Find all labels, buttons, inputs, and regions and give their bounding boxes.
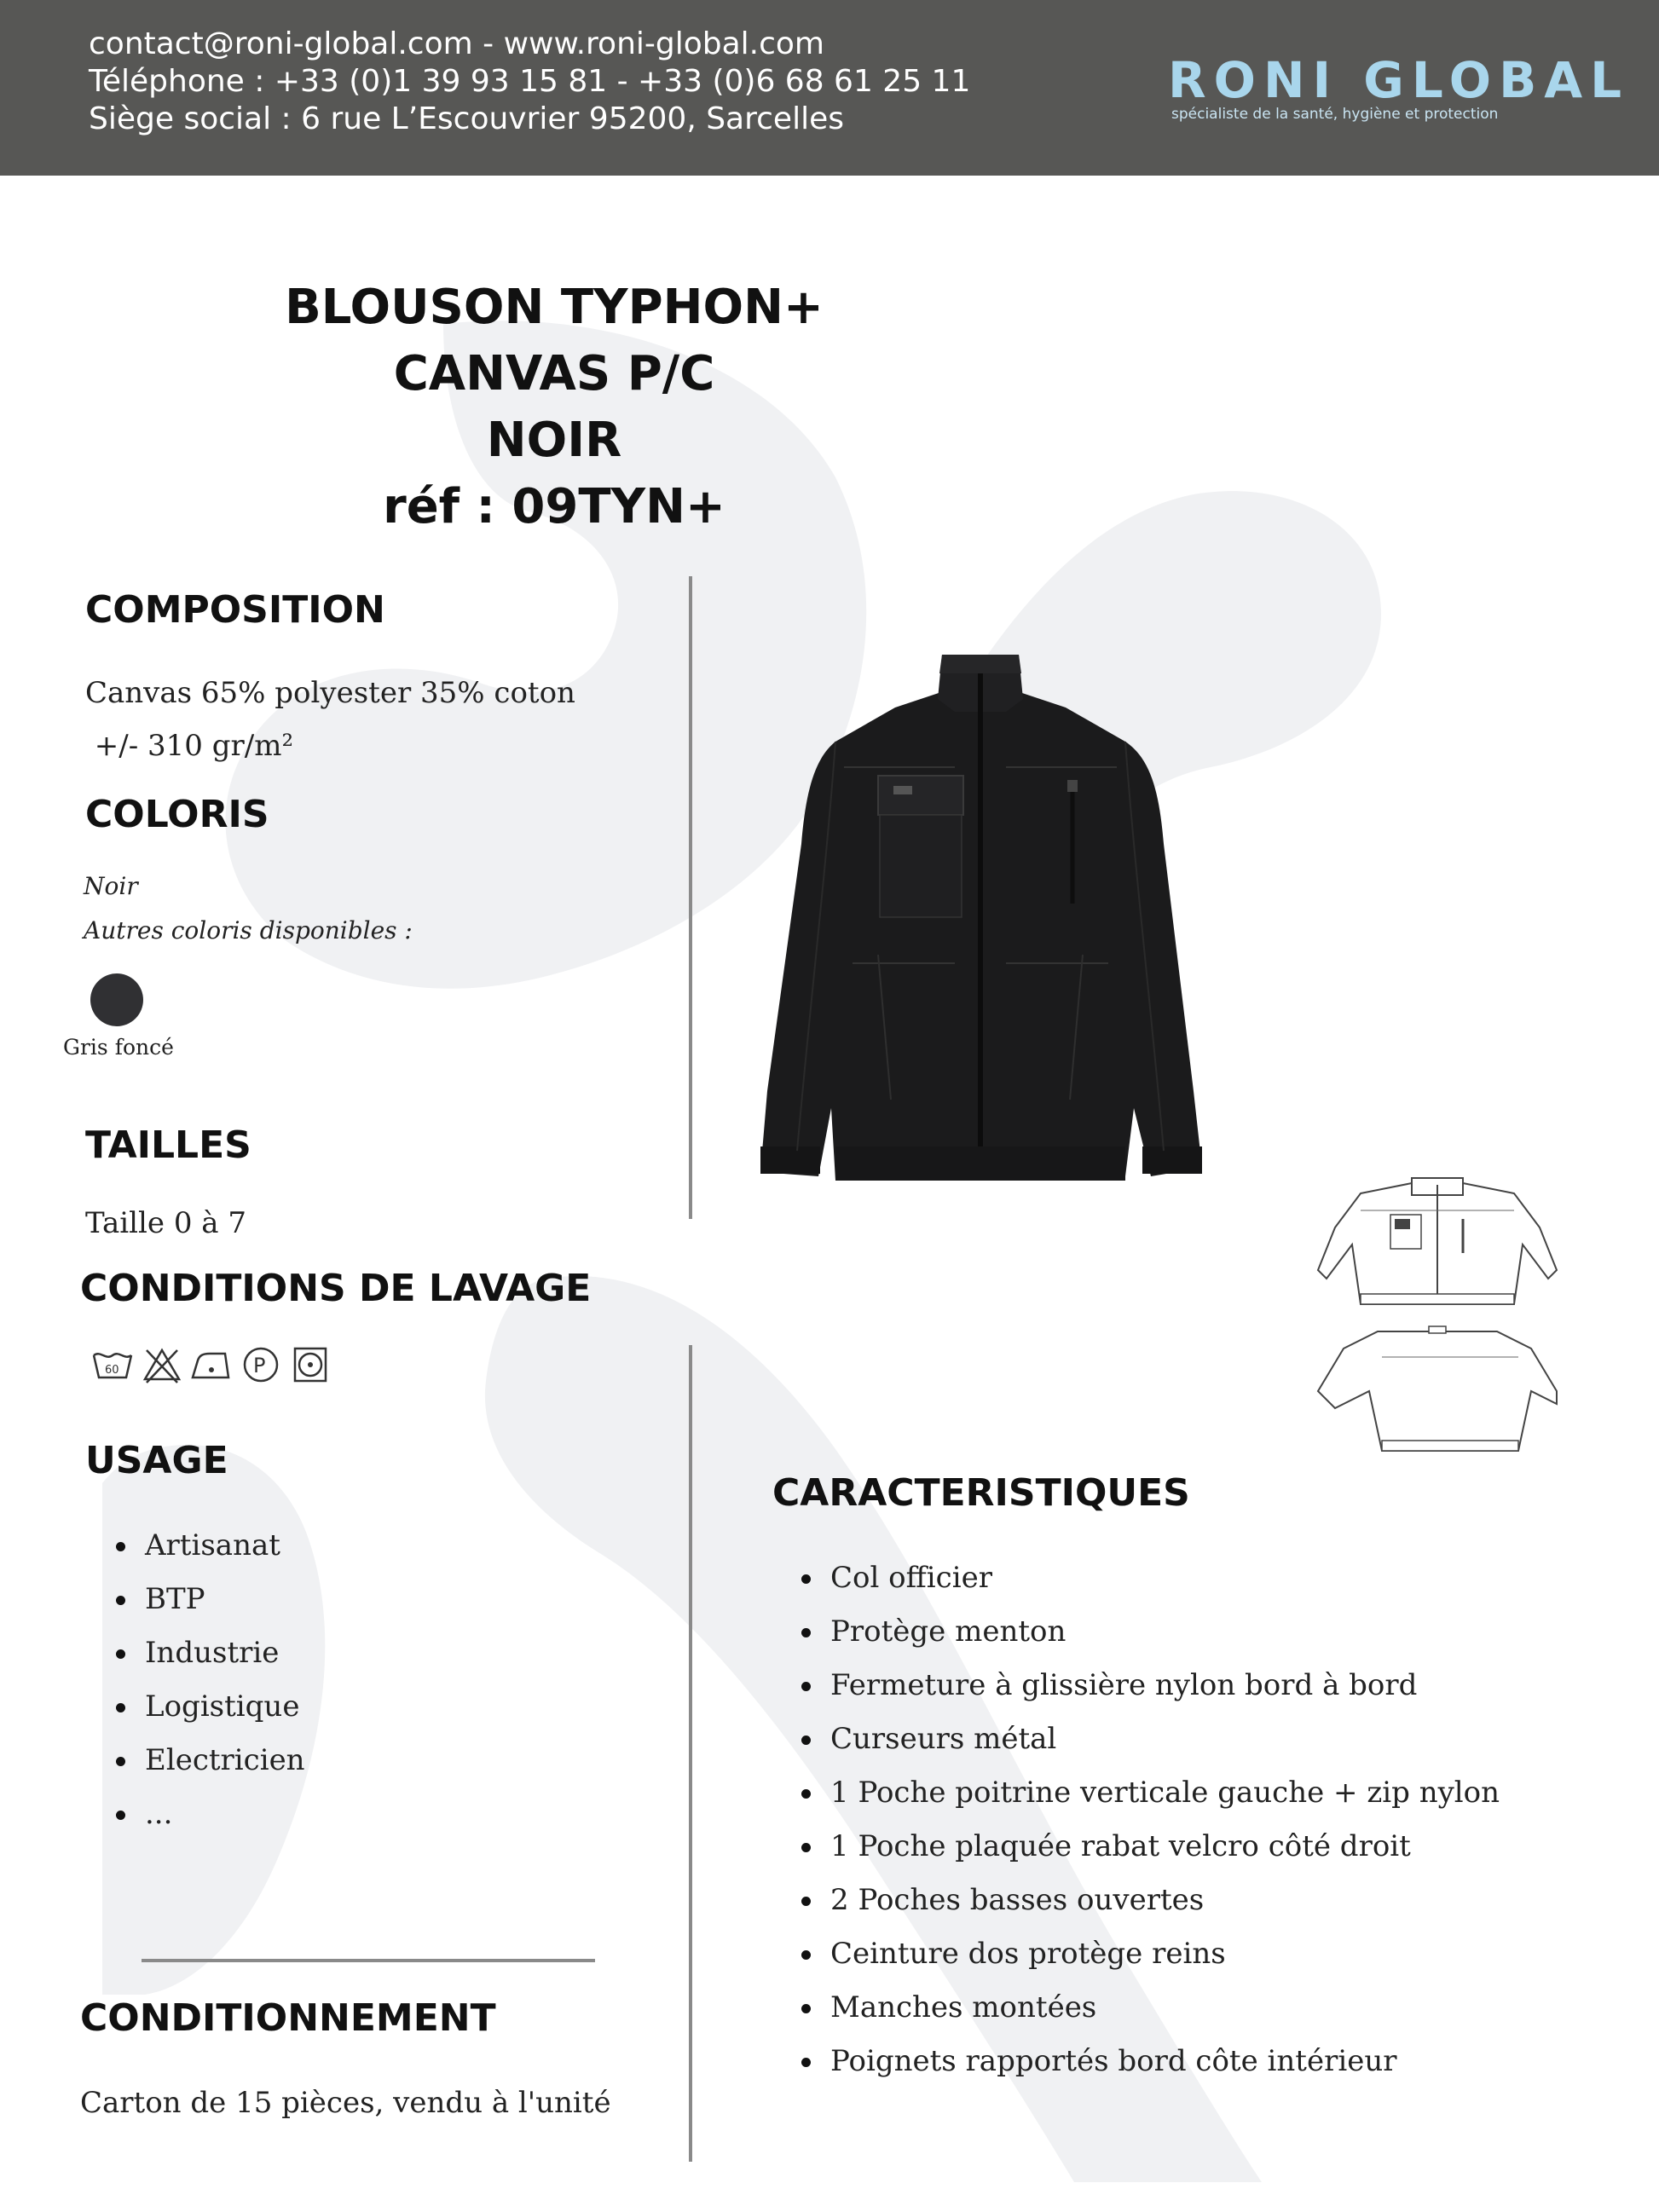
wash-60-icon xyxy=(90,1343,135,1386)
svg-text:P: P xyxy=(253,1354,266,1377)
composition-line: Canvas 65% polyester 35% coton xyxy=(85,676,575,710)
coloris-current: Noir xyxy=(84,872,138,900)
title-line: réf : 09TYN+ xyxy=(383,479,725,534)
jacket-back-sketch xyxy=(1309,1323,1565,1459)
title-line: NOIR xyxy=(486,413,622,468)
column-divider-top xyxy=(689,576,692,1219)
address-line: Siège social : 6 rue L’Escouvrier 95200, Sarcelles xyxy=(89,101,844,136)
lavage-heading: CONDITIONS DE LAVAGE xyxy=(80,1267,592,1310)
title-line: BLOUSON TYPHON+ xyxy=(285,280,824,335)
color-swatch-gris-fonce xyxy=(90,973,143,1026)
usage-item: BTP xyxy=(113,1573,305,1626)
feature-item: Ceinture dos protège reins xyxy=(798,1927,1500,1981)
feature-item: Col officier xyxy=(798,1551,1500,1605)
feature-item: 1 Poche poitrine verticale gauche + zip nylon xyxy=(798,1766,1500,1820)
dry-clean-p-icon xyxy=(239,1343,283,1386)
feature-item: Manches montées xyxy=(798,1981,1500,2035)
caracteristiques-heading: CARACTERISTIQUES xyxy=(772,1471,1190,1515)
swatch-label: Gris foncé xyxy=(63,1035,174,1060)
usage-list xyxy=(113,1519,305,1841)
jacket-front-sketch xyxy=(1309,1176,1565,1321)
section-divider xyxy=(142,1959,595,1962)
iron-low-icon xyxy=(189,1343,234,1386)
company-logo xyxy=(1168,51,1630,123)
usage-item: Electricien xyxy=(113,1734,305,1788)
contact-line[interactable]: contact@roni-global.com - www.roni-global.com xyxy=(89,26,824,61)
wash-temp-label: 60 xyxy=(105,1364,119,1377)
title-line: CANVAS P/C xyxy=(393,346,715,401)
usage-item: Logistique xyxy=(113,1680,305,1734)
caracteristiques-list xyxy=(798,1551,1500,2088)
jacket-product-image xyxy=(750,648,1211,1210)
coloris-heading: COLORIS xyxy=(85,793,269,836)
no-bleach-icon xyxy=(140,1343,184,1386)
header-bar xyxy=(0,0,1659,176)
product-title xyxy=(213,274,895,540)
feature-item: Curseurs métal xyxy=(798,1712,1500,1766)
logo-tagline: spécialiste de la santé, hygiène et protection xyxy=(1171,106,1499,123)
phone-line: Téléphone : +33 (0)1 39 93 15 81 - +33 (0)6 68 61 25 11 xyxy=(89,64,971,99)
tailles-heading: TAILLES xyxy=(85,1123,251,1167)
care-symbols xyxy=(90,1343,332,1386)
composition-heading: COMPOSITION xyxy=(85,588,385,632)
usage-item: Industrie xyxy=(113,1626,305,1680)
usage-heading: USAGE xyxy=(85,1439,228,1482)
logo-text: RONI GLOBAL xyxy=(1168,51,1630,109)
feature-item: Protège menton xyxy=(798,1605,1500,1659)
feature-item: Poignets rapportés bord côte intérieur xyxy=(798,2035,1500,2088)
feature-item: Fermeture à glissière nylon bord à bord xyxy=(798,1659,1500,1712)
conditionnement-heading: CONDITIONNEMENT xyxy=(80,1996,496,2040)
usage-item: ... xyxy=(113,1788,305,1841)
conditionnement-text: Carton de 15 pièces, vendu à l'unité xyxy=(80,2086,611,2120)
tumble-dry-icon xyxy=(288,1343,332,1386)
feature-item: 2 Poches basses ouvertes xyxy=(798,1874,1500,1927)
column-divider-bottom xyxy=(689,1345,692,2162)
composition-line: +/- 310 gr/m² xyxy=(85,729,294,763)
contact-block xyxy=(89,26,970,138)
usage-item: Artisanat xyxy=(113,1519,305,1573)
feature-item: 1 Poche plaquée rabat velcro côté droit xyxy=(798,1820,1500,1874)
coloris-other-label: Autres coloris disponibles : xyxy=(84,916,413,944)
tailles-text: Taille 0 à 7 xyxy=(85,1206,247,1240)
